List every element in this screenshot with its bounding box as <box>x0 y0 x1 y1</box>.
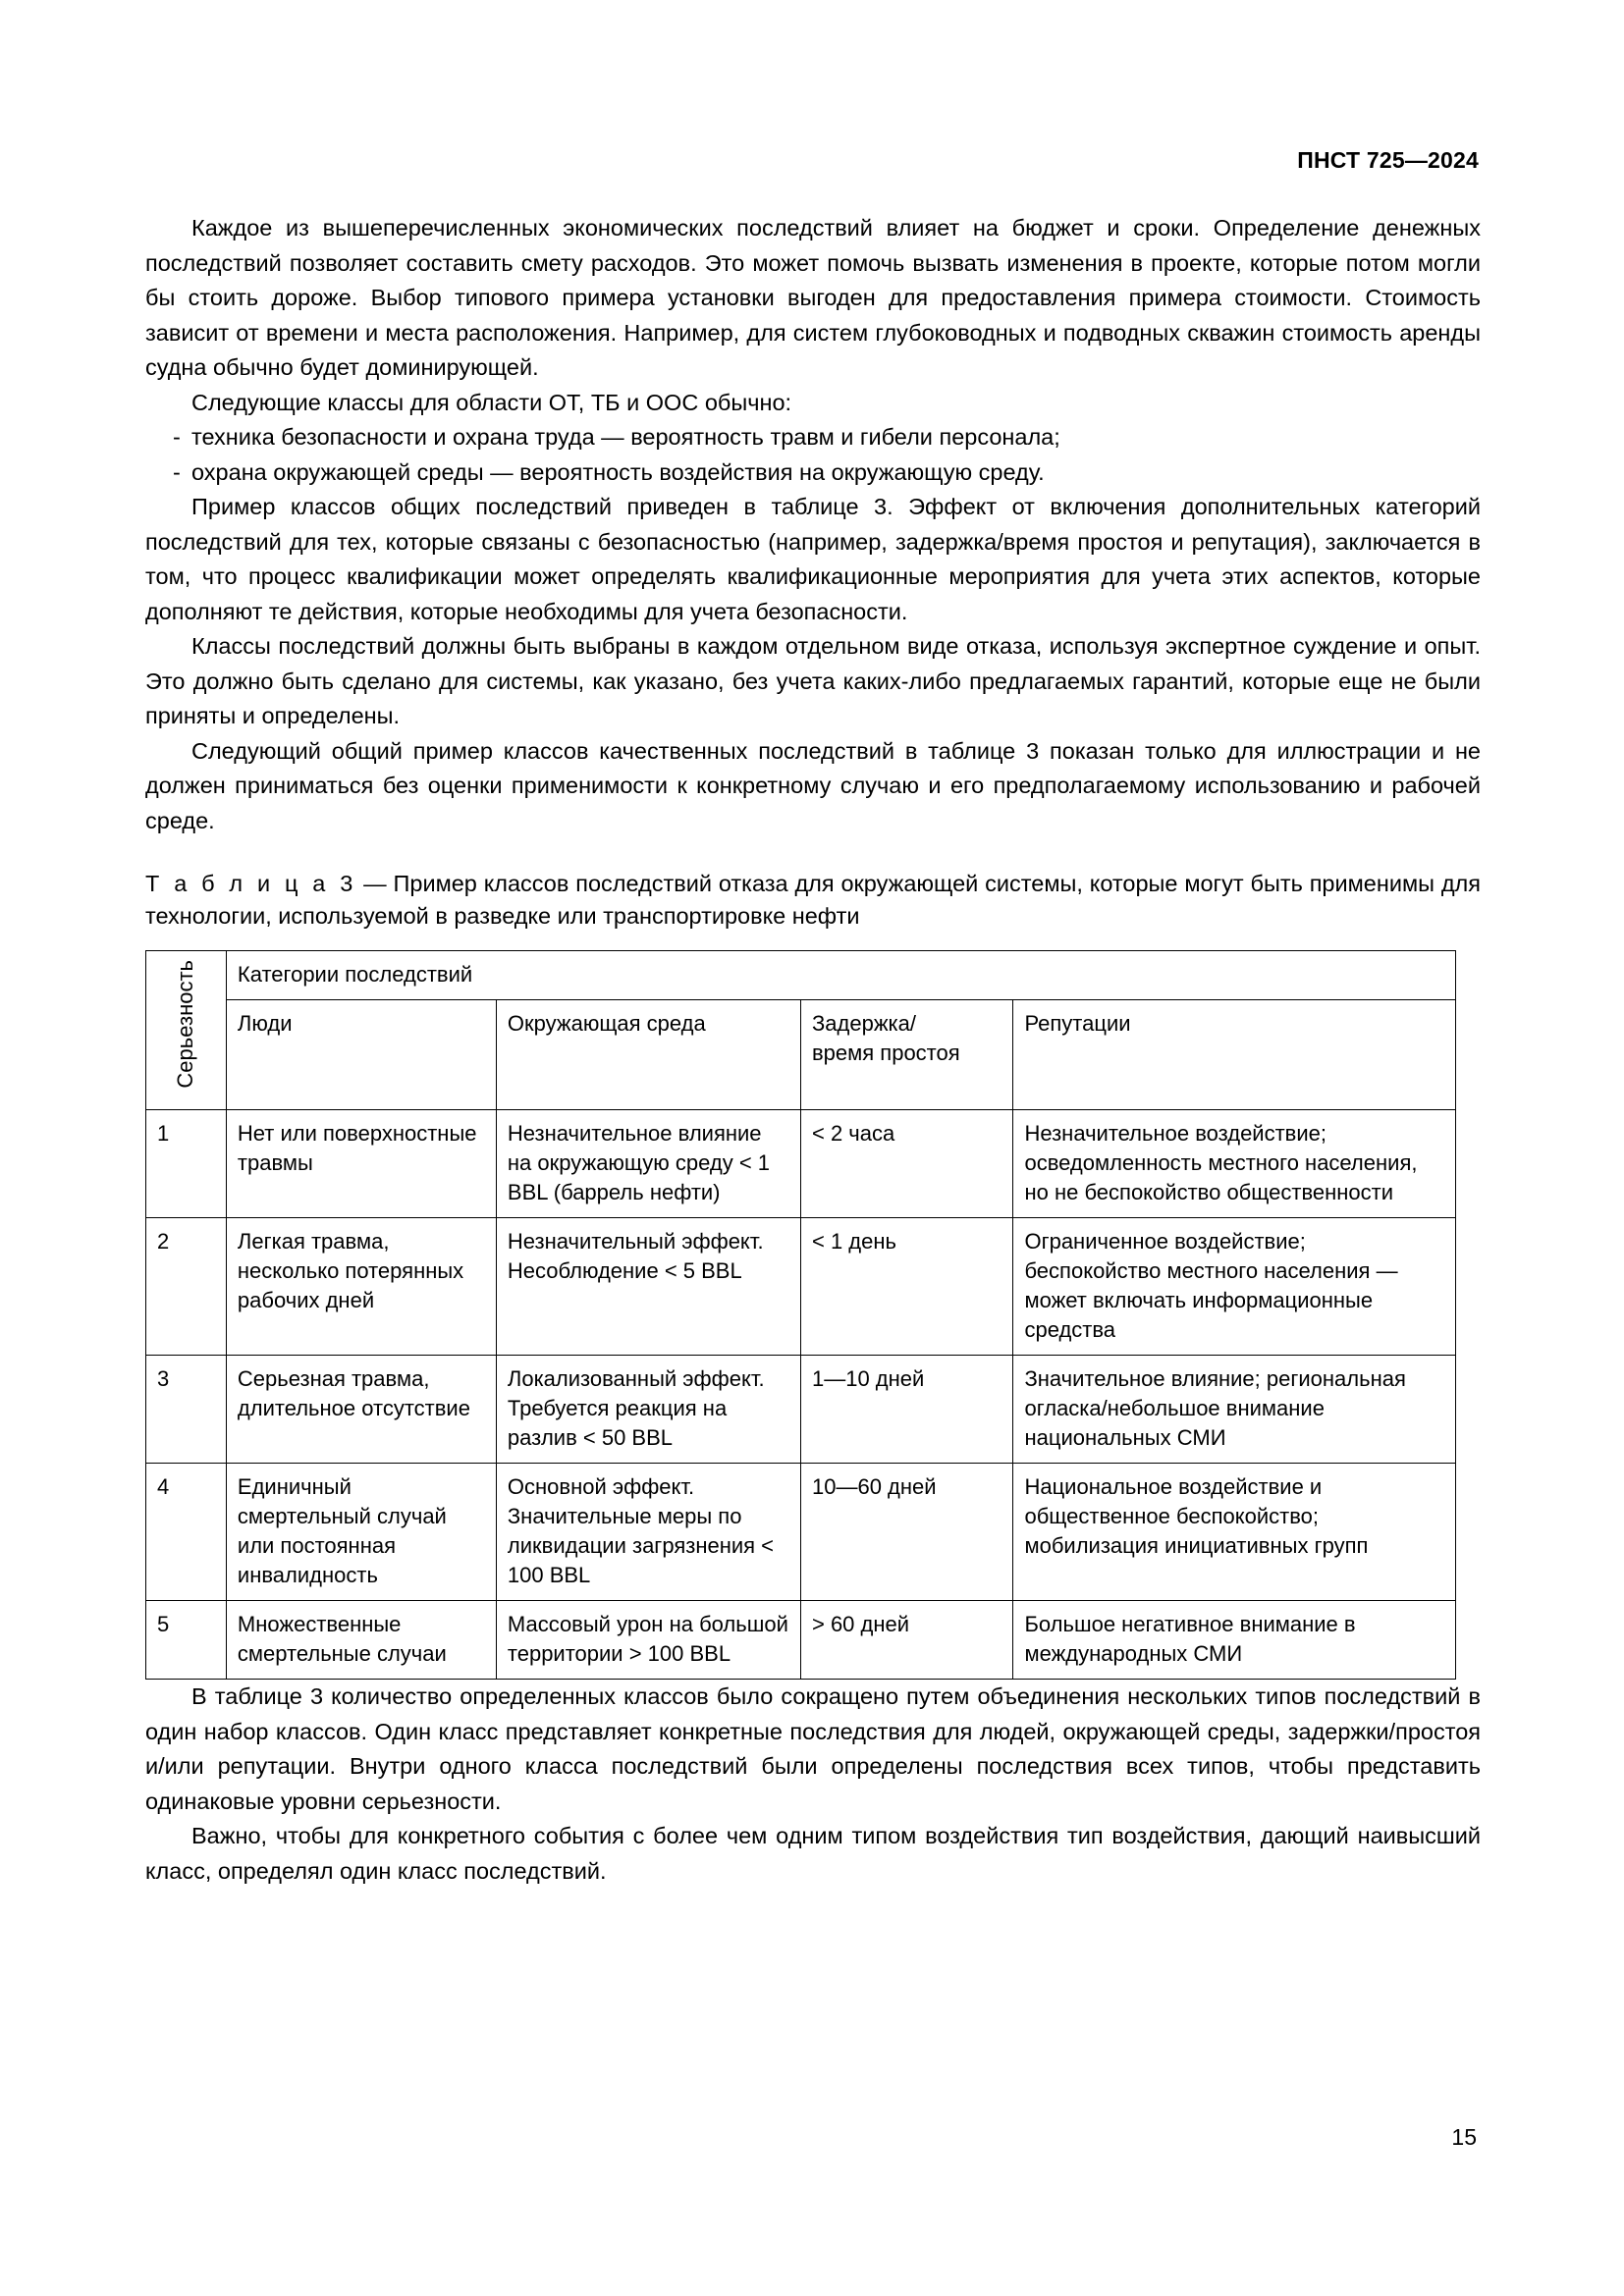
dash-list <box>145 420 1481 490</box>
table-row <box>146 1218 1456 1356</box>
cell-delay: > 60 дней <box>800 1601 1012 1680</box>
cell-reputation: Незначительное воздействие; осведомленность местного населения, но не беспокойство общественности <box>1013 1110 1456 1218</box>
page-number: 15 <box>1451 2124 1477 2150</box>
paragraph: Классы последствий должны быть выбраны в каждом отдельном виде отказа, используя экспертное суждение и опыт. Это должно быть сделано для системы, как указано, без учета каких-либо предлагаемых гарантий, которые еще не были приняты и определены. <box>145 633 1481 728</box>
list-item-label: охрана окружающей среды — вероятность воздействия на окружающую среду. <box>191 458 1045 485</box>
cell-severity: 2 <box>146 1218 227 1356</box>
page-content <box>145 211 1481 1889</box>
cell-people: Серьезная травма, длительное отсутствие <box>226 1356 496 1464</box>
column-header-people: Люди <box>226 1000 496 1110</box>
cell-severity: 1 <box>146 1110 227 1218</box>
column-header-delay <box>800 1000 1012 1110</box>
cell-severity: 3 <box>146 1356 227 1464</box>
list-item <box>145 455 1481 491</box>
cell-reputation: Национальное воздействие и общественное беспокойство; мобилизация инициативных групп <box>1013 1464 1456 1601</box>
table-caption <box>145 868 1481 933</box>
table-caption-text: — Пример классов последствий отказа для окружающей системы, которые могут быть применимы для технологии, используемой в разведке или транспортировке нефти <box>145 871 1481 929</box>
consequence-class-table <box>145 950 1456 1680</box>
page-header: ПНСТ 725—2024 <box>1297 147 1479 173</box>
table-row <box>146 1110 1456 1218</box>
table-header-row <box>146 951 1456 1000</box>
category-group-header: Категории последствий <box>226 951 1455 1000</box>
table-caption-label: Т а б л и ц а 3 <box>145 871 357 896</box>
cell-delay: 10—60 дней <box>800 1464 1012 1601</box>
cell-delay: < 1 день <box>800 1218 1012 1356</box>
cell-people: Нет или поверхностные травмы <box>226 1110 496 1218</box>
dash-marker: - <box>173 424 181 450</box>
paragraph: Следующий общий пример классов качественных последствий в таблице 3 показан только для иллюстрации и не должен приниматься без оценки применимости к конкретному случаю и его предполагаемому использованию и рабочей среде. <box>145 737 1481 833</box>
cell-environment: Массовый урон на большой территории > 100 BBL <box>496 1601 800 1680</box>
paragraph: В таблице 3 количество определенных классов было сокращено путем объединения нескольких типов последствий в один набор классов. Один класс представляет конкретные последствия для людей, окружающей среды, задержки/простоя и/или репутации. Внутри одного класса последствий были определены последствия всех типов, чтобы представить одинаковые уровни серьезности. <box>145 1683 1481 1814</box>
paragraph: Пример классов общих последствий приведен в таблице 3. Эффект от включения дополнительных категорий последствий для тех, которые связаны с безопасностью (например, задержка/время простоя и репутация), заключается в том, что процесс квалификации может определять квалификационные мероприятия для учета этих аспектов, которые дополняют те действия, которые необходимы для учета безопасности. <box>145 494 1481 624</box>
column-header-delay-line1: Задержка/ <box>811 1011 916 1036</box>
list-item <box>145 420 1481 455</box>
paragraph: Важно, чтобы для конкретного события с более чем одним типом воздействия тип воздействия, дающий наивысший класс, определял один класс последствий. <box>145 1823 1481 1884</box>
severity-header-cell <box>146 951 227 1110</box>
table-row <box>146 1464 1456 1601</box>
cell-delay: < 2 часа <box>800 1110 1012 1218</box>
cell-environment: Незначительный эффект. Несоблюдение < 5 BBL <box>496 1218 800 1356</box>
cell-reputation: Значительное влияние; региональная огласка/небольшое внимание национальных СМИ <box>1013 1356 1456 1464</box>
dash-marker: - <box>173 458 181 485</box>
table-subheader-row <box>146 1000 1456 1110</box>
paragraph: Каждое из вышеперечисленных экономических последствий влияет на бюджет и сроки. Определение денежных последствий позволяет составить смету расходов. Это может помочь вызвать изменения в проекте, которые потом могли бы стоить дороже. Выбор типового примера установки выгоден для предоставления примера стоимости. Стоимость зависит от времени и места расположения. Например, для систем глубоководных и подводных скважин стоимость аренды судна обычно будет доминирующей. <box>145 215 1481 380</box>
cell-reputation: Ограниченное воздействие; беспокойство местного населения — может включать информационные средства <box>1013 1218 1456 1356</box>
cell-reputation: Большое негативное внимание в международных СМИ <box>1013 1601 1456 1680</box>
cell-severity: 5 <box>146 1601 227 1680</box>
column-header-reputation: Репутации <box>1013 1000 1456 1110</box>
table-row <box>146 1601 1456 1680</box>
table-row <box>146 1356 1456 1464</box>
paragraph: Следующие классы для области ОТ, ТБ и ООС обычно: <box>191 389 792 415</box>
cell-people: Легкая травма, несколько потерянных рабочих дней <box>226 1218 496 1356</box>
cell-environment: Основной эффект. Значительные меры по ликвидации загрязнения < 100 BBL <box>496 1464 800 1601</box>
cell-people: Единичный смертельный случай или постоянная инвалидность <box>226 1464 496 1601</box>
cell-environment: Локализованный эффект. Требуется реакция на разлив < 50 BBL <box>496 1356 800 1464</box>
cell-severity: 4 <box>146 1464 227 1601</box>
column-header-environment: Окружающая среда <box>496 1000 800 1110</box>
cell-people: Множественные смертельные случаи <box>226 1601 496 1680</box>
severity-header-label: Серьезность <box>173 960 198 1089</box>
column-header-delay-line2: время простоя <box>811 1041 960 1065</box>
cell-delay: 1—10 дней <box>800 1356 1012 1464</box>
list-item-label: техника безопасности и охрана труда — вероятность травм и гибели персонала; <box>191 424 1060 450</box>
cell-environment: Незначительное влияние на окружающую среду < 1 BBL (баррель нефти) <box>496 1110 800 1218</box>
